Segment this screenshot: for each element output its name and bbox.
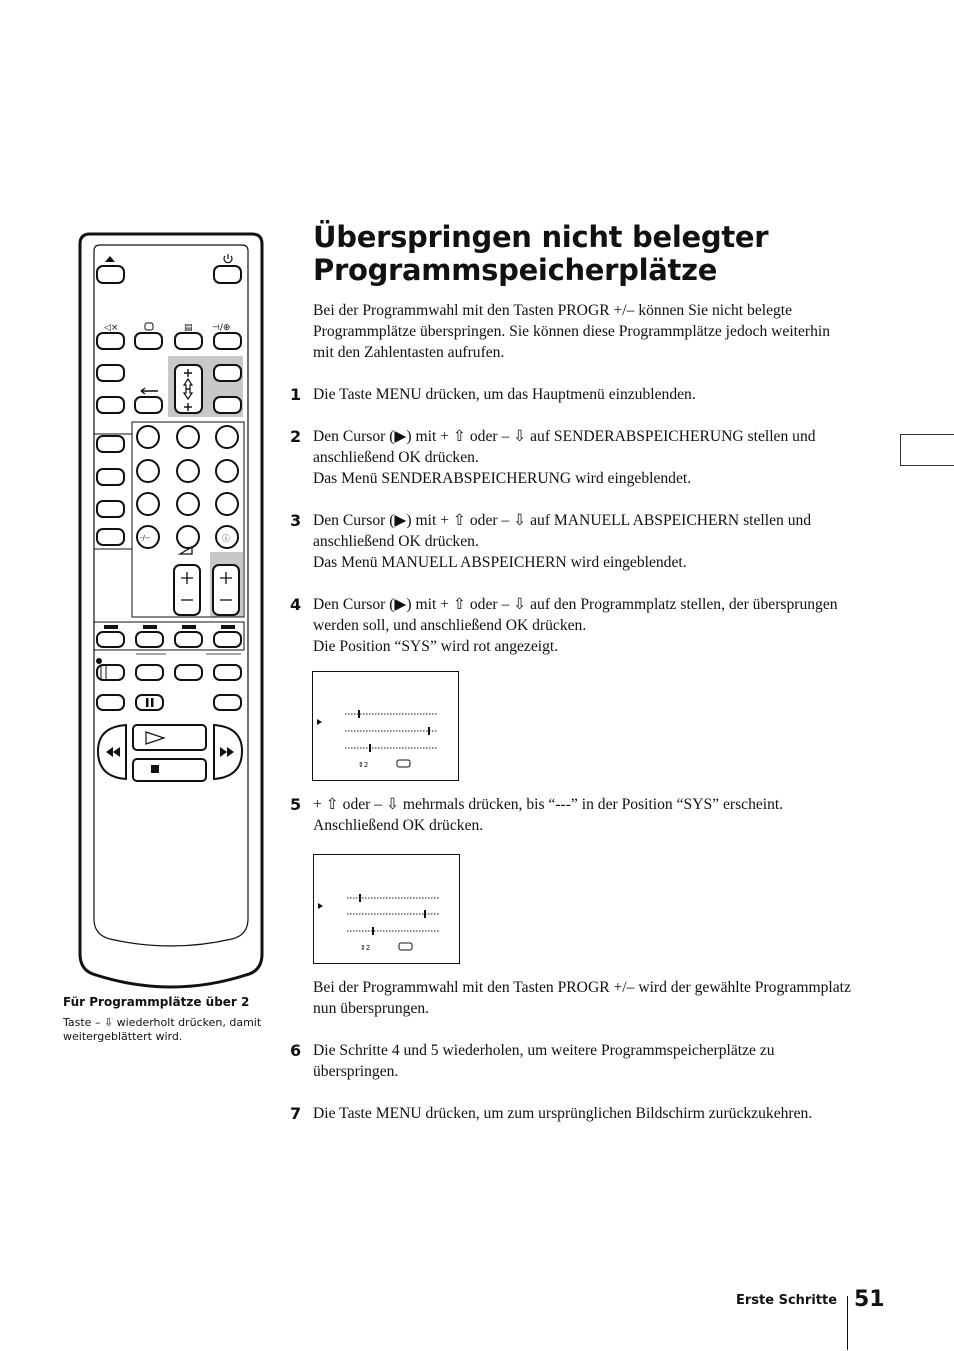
step-note: Die Position “SYS” wird rot angezeigt.: [313, 638, 559, 655]
function-button-5[interactable]: [97, 695, 124, 710]
function-button-2[interactable]: [136, 665, 163, 680]
pause-button[interactable]: [136, 695, 163, 710]
teletext-button[interactable]: [175, 333, 202, 349]
stop-button[interactable]: [133, 759, 206, 781]
number-button-7[interactable]: [137, 493, 159, 515]
eject-button[interactable]: [97, 266, 124, 283]
page-title: Überspringen nicht belegter Programmspeicherplätze: [313, 220, 769, 287]
step-after-text: Bei der Programmwahl mit den Tasten PROGR +/– wird der gewählte Programmplatz nun übersprungen.: [313, 979, 851, 1017]
sidenote-text: Taste – ⇩ wiederholt drücken, damit weitergeblättert wird.: [63, 1016, 262, 1043]
section-tab-marker: [900, 434, 954, 466]
number-button-5[interactable]: [177, 460, 199, 482]
ok-button[interactable]: [214, 397, 241, 413]
mute-button[interactable]: [97, 333, 124, 349]
number-button-9[interactable]: [216, 493, 238, 515]
number-button-4[interactable]: [137, 460, 159, 482]
stop-icon: [151, 765, 159, 773]
step-text: Den Cursor (▶) mit + ⇧ oder – ⇩ auf den Programmplatz stellen, der übersprungen werden soll, und anschließend OK drücken.: [313, 596, 838, 634]
sidenote-title: Für Programmplätze über 2: [63, 995, 250, 1009]
function-button-7[interactable]: [214, 695, 241, 710]
side-button-5[interactable]: [97, 501, 124, 517]
power-button[interactable]: [214, 266, 241, 283]
svg-text:⇕2: ⇕2: [358, 761, 369, 769]
yellow-button[interactable]: [175, 632, 202, 647]
intro-text: Bei der Programmwahl mit den Tasten PROGR +/– können Sie nicht belegte Programmplätze überspringen. Sie können diese Programmplätze jedoch weiterhin mit den Zahlentasten aufrufen.: [313, 302, 831, 361]
step-note: Das Menü SENDERABSPEICHERUNG wird eingeblendet.: [313, 470, 692, 487]
side-button-2[interactable]: [97, 397, 124, 413]
mute-icon: ◁×: [104, 323, 119, 333]
cursor-arrow-icon: [318, 903, 323, 909]
green-button[interactable]: [136, 632, 163, 647]
function-button-4[interactable]: [214, 665, 241, 680]
power-icon: [224, 254, 232, 263]
step-number: 5: [290, 795, 302, 814]
tv-button[interactable]: [135, 333, 162, 349]
side-button-4[interactable]: [97, 469, 124, 485]
input-icon: ⊣/⊕: [212, 323, 231, 333]
footer-section-label: Erste Schritte: [736, 1293, 838, 1308]
step-number: 1: [290, 385, 302, 404]
play-button[interactable]: [133, 725, 206, 750]
step-text: Die Taste MENU drücken, um das Hauptmenü einzublenden.: [313, 386, 696, 403]
step-note: Das Menü MANUELL ABSPEICHERN wird eingeblendet.: [313, 554, 687, 571]
blue-button[interactable]: [214, 632, 241, 647]
red-button[interactable]: [97, 632, 124, 647]
footer-divider: [847, 1296, 848, 1350]
svg-text:ⓘ: ⓘ: [222, 534, 230, 543]
back-button[interactable]: [135, 397, 162, 413]
number-button-3[interactable]: [216, 426, 238, 448]
tv-icon: [145, 323, 153, 330]
step-number: 3: [290, 511, 302, 530]
number-button-6[interactable]: [216, 460, 238, 482]
svg-text:-/--: -/--: [140, 534, 150, 542]
function-button-3[interactable]: [175, 665, 202, 680]
number-button-1[interactable]: [137, 426, 159, 448]
number-button-8[interactable]: [177, 493, 199, 515]
number-button-0[interactable]: [177, 526, 199, 548]
page-number: 51: [854, 1287, 885, 1312]
step-number: 6: [290, 1041, 302, 1060]
step-number: 2: [290, 427, 302, 446]
step-text: Die Schritte 4 und 5 wiederholen, um weitere Programmspeicherplätze zu überspringen.: [313, 1042, 775, 1080]
svg-text:⇕2: ⇕2: [360, 944, 371, 952]
step-text: Den Cursor (▶) mit + ⇧ oder – ⇩ auf MANUELL ABSPEICHERN stellen und anschließend OK drücken.: [313, 512, 812, 550]
step-number: 7: [290, 1104, 302, 1123]
cursor-arrow-icon: [317, 719, 322, 725]
input-button[interactable]: [214, 333, 241, 349]
side-button-3[interactable]: [97, 436, 124, 452]
teletext-icon: ▤: [184, 323, 193, 333]
number-button-2[interactable]: [177, 426, 199, 448]
side-button-1[interactable]: [97, 365, 124, 381]
tv-menu-screen-2: [313, 854, 460, 964]
menu-button[interactable]: [214, 365, 241, 381]
remote-control-illustration: [76, 229, 266, 989]
side-button-6[interactable]: [97, 529, 124, 545]
step-text: + ⇧ oder – ⇩ mehrmals drücken, bis “---” in der Position “SYS” erscheint. Anschließend OK drücken.: [313, 796, 784, 834]
step-number: 4: [290, 595, 302, 614]
eject-icon: [105, 256, 115, 262]
tv-menu-screen-1: [312, 671, 459, 781]
step-text: Den Cursor (▶) mit + ⇧ oder – ⇩ auf SENDERABSPEICHERUNG stellen und anschließend OK drücken.: [313, 428, 816, 466]
step-text: Die Taste MENU drücken, um zum ursprünglichen Bildschirm zurückzukehren.: [313, 1105, 813, 1122]
